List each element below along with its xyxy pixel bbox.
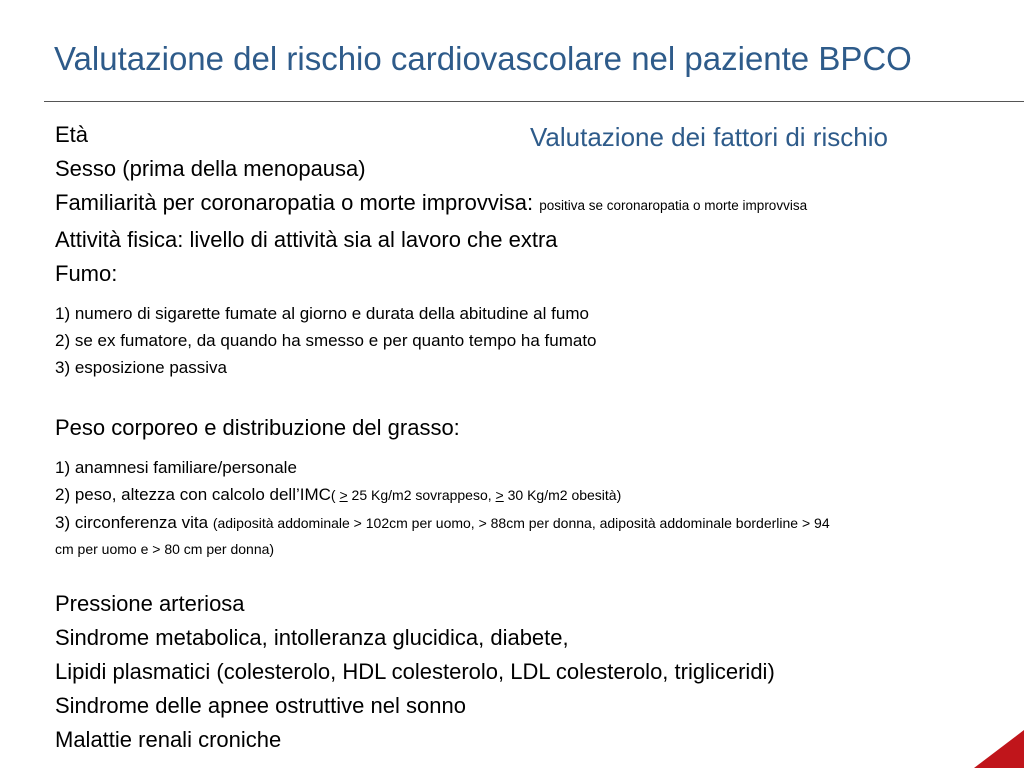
risk-factor-list <box>55 118 955 757</box>
factor-other: Sindrome delle apnee ostruttive nel sonno <box>55 693 466 718</box>
ge-symbol: > <box>339 487 348 503</box>
factor-familiarita <box>55 186 955 223</box>
peso-item2-value1: 25 Kg/m2 sovrappeso, <box>347 487 496 503</box>
ge-symbol: > <box>495 487 504 503</box>
fumo-item: 1) numero di sigarette fumate al giorno e durata della abitudine al fumo <box>55 304 589 323</box>
factor-familiarita-label: Familiarità per coronaropatia o morte improvvisa: <box>55 190 534 215</box>
peso-item3-note: (adiposità addominale > 102cm per uomo, > 88cm per donna, adiposità addominale borderline > 94 <box>212 515 830 531</box>
corner-decoration <box>974 730 1024 768</box>
peso-sublist <box>55 454 955 561</box>
fumo-item: 3) esposizione passiva <box>55 358 227 377</box>
peso-item3-label: 3) circonferenza vita <box>55 513 209 532</box>
factor-other: Malattie renali croniche <box>55 727 282 752</box>
peso-item <box>55 509 955 537</box>
peso-heading: Peso corporeo e distribuzione del grasso: <box>55 415 460 440</box>
factor-other: Sindrome metabolica, intolleranza glucidica, diabete, <box>55 625 569 650</box>
factor-other: Pressione arteriosa <box>55 591 245 616</box>
peso-item <box>55 481 955 509</box>
fumo-item: 2) se ex fumatore, da quando ha smesso e per quanto tempo ha fumato <box>55 331 597 350</box>
factor-fumo: Fumo: <box>55 261 118 286</box>
factor-sesso: Sesso (prima della menopausa) <box>55 156 366 181</box>
slide-title: Valutazione del rischio cardiovascolare nel paziente BPCO <box>54 40 912 77</box>
peso-item2-label: 2) peso, altezza con calcolo dell’IMC <box>55 485 331 504</box>
factor-familiarita-note: positiva se coronaropatia o morte improvvisa <box>539 198 808 213</box>
slide-subtitle: Valutazione dei fattori di rischio <box>530 122 888 152</box>
factor-eta: Età <box>55 122 89 147</box>
title-divider <box>44 101 1024 102</box>
peso-item: 1) anamnesi familiare/personale <box>55 458 297 477</box>
peso-item3-note-cont: cm per uomo e > 80 cm per donna) <box>55 541 275 557</box>
factor-other: Lipidi plasmatici (colesterolo, HDL colesterolo, LDL colesterolo, trigliceridi) <box>55 659 775 684</box>
peso-item2-open: ( <box>330 487 340 503</box>
factor-attivita: Attività fisica: livello di attività sia al lavoro che extra <box>55 227 558 252</box>
fumo-sublist <box>55 300 955 381</box>
peso-item2-value2: 30 Kg/m2 obesità) <box>503 487 622 503</box>
peso-item2-note <box>331 487 621 503</box>
